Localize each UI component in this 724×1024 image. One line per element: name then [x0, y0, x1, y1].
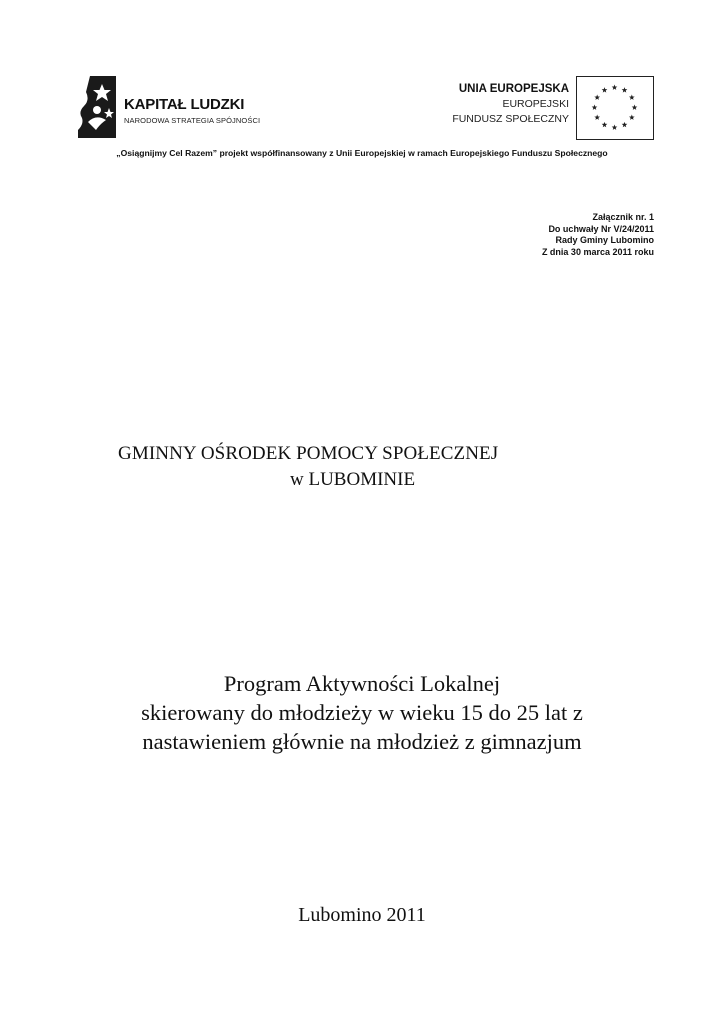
program-title-line-3: nastawieniem głównie na młodzież z gimnazjum: [142, 729, 582, 754]
eu-star-icon: [629, 95, 635, 100]
place-and-year: Lubomino 2011: [298, 904, 426, 926]
eu-flag-icon: [576, 76, 654, 140]
eu-logo-line3: FUNDUSZ SPOŁECZNY: [452, 113, 569, 125]
annex-line-1: Załącznik nr. 1: [592, 212, 654, 222]
annex-line-3: Rady Gminy Lubomino: [555, 235, 654, 245]
organization-location: w LUBOMINIE: [290, 469, 416, 490]
eu-logo-text: [452, 82, 569, 127]
eu-efs-logo: [452, 76, 654, 142]
program-title-line-2: skierowany do młodzieży w wieku 15 do 25 lat z: [141, 700, 583, 725]
annex-line-4: Z dnia 30 marca 2011 roku: [541, 246, 654, 257]
eu-star-icon: [594, 115, 600, 120]
eu-star-icon: [602, 122, 608, 127]
program-title: [0, 669, 724, 756]
annex-line-2: Do uchwały Nr V/24/2011: [548, 223, 654, 234]
eu-star-icon: [612, 85, 618, 90]
eu-star-icon: [592, 105, 598, 110]
annex-reference: [542, 212, 654, 258]
kapital-ludzki-logo: [76, 74, 266, 144]
kapital-ludzki-subtitle: NARODOWA STRATEGIA SPÓJNOŚCI: [124, 116, 261, 125]
kapital-ludzki-title: KAPITAŁ LUDZKI: [124, 96, 245, 113]
eu-star-icon: [629, 115, 635, 120]
eu-star-icon: [622, 87, 628, 92]
eu-star-icon: [622, 122, 628, 127]
eu-star-icon: [594, 95, 600, 100]
program-title-line-1: Program Aktywności Lokalnej: [223, 671, 501, 696]
eu-logo-line2: EUROPEJSKI: [502, 98, 569, 110]
eu-star-icon: [612, 125, 618, 130]
project-tagline: „Osiągnijmy Cel Razem” projekt współfinansowany z Unii Europejskiej w ramach Europejskiego Funduszu Społecznego: [116, 148, 608, 158]
eu-logo-line1: UNIA EUROPEJSKA: [458, 83, 569, 95]
organization-name: GMINNY OŚRODEK POMOCY SPOŁECZNEJ: [118, 443, 499, 464]
eu-star-icon: [602, 87, 608, 92]
kapital-ludzki-emblem-icon: [76, 74, 118, 140]
eu-star-icon: [632, 105, 638, 110]
